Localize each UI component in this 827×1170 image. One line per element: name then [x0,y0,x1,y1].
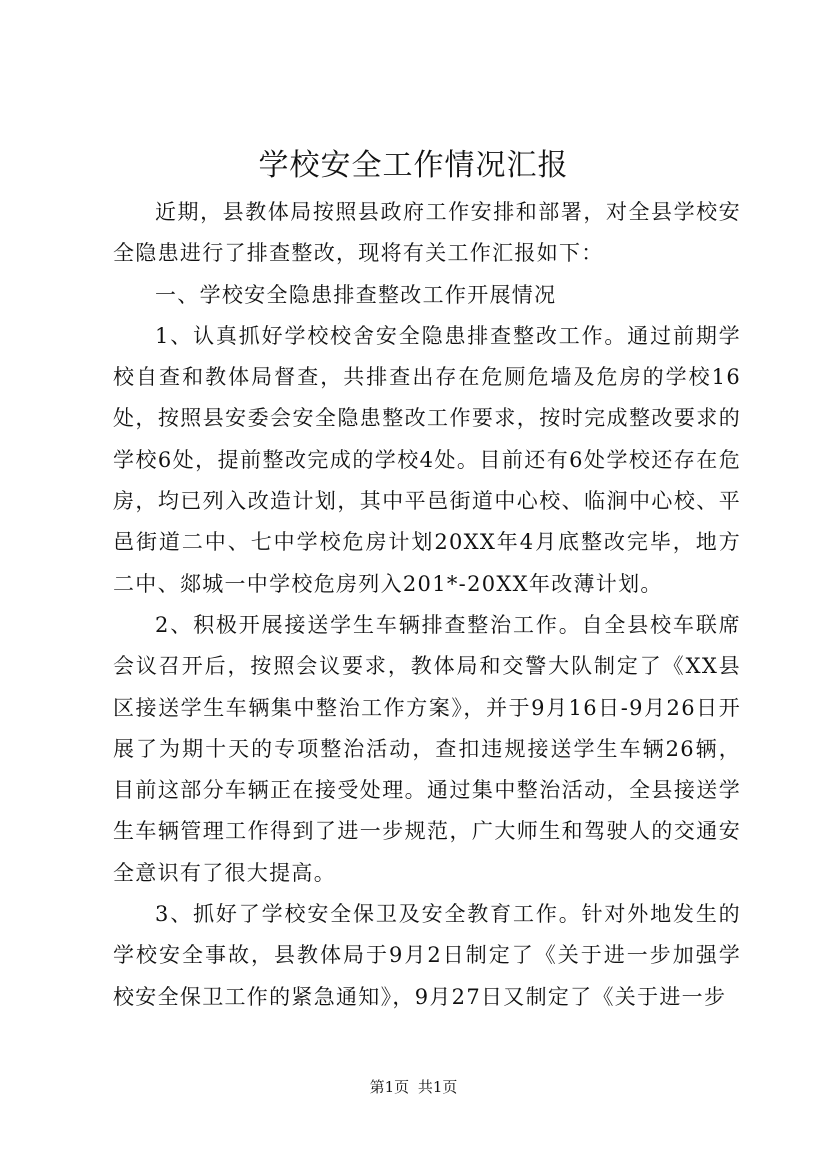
paragraph-item-3: 3、抓好了学校安全保卫及安全教育工作。针对外地发生的学校安全事故，县教体局于9月2日制定了《关于进一步加强学校安全保卫工作的紧急通知》，9月27日又制定了《关于进一步 [113,902,741,1009]
document-title: 学校安全工作情况汇报 [258,148,569,183]
page-total: 共1页 [417,1078,458,1096]
page-footer [0,1077,827,1097]
paragraph-item-2: 2、积极开展接送学生车辆排查整治工作。自全县校车联席会议召开后，按照会议要求，教体局和交警大队制定了《XX县区接送学生车辆集中整治工作方案》，并于9月16日-9月26日开展了为期十天的专项整治活动，查扣违规接送学生车辆26辆，目前这部分车辆正在接受处理。通过集中整治活动，全县接送学生车辆管理工作得到了进一步规范，广大师生和驾驶人的交通安全意识有了很大提高。 [113,612,741,885]
page-number: 第1页 [369,1078,410,1096]
paragraph-intro: 近期，县教体局按照县政府工作安排和部署，对全县学校安全隐患进行了排查整改，现将有关工作汇报如下： [113,200,741,266]
section-heading-1: 一、学校安全隐患排查整改工作开展情况 [155,282,557,307]
paragraph-item-1: 1、认真抓好学校校舍安全隐患排查整改工作。通过前期学校自查和教体局督查，共排查出存在危厕危墙及危房的学校16处，按照县安委会安全隐患整改工作要求，按时完成整改要求的学校6处，提前整改完成的学校4处。目前还有6处学校还存在危房，均已列入改造计划，其中平邑街道中心校、临涧中心校、平邑街道二中、七中学校危房计划20XX年4月底整改完毕，地方二中、郯城一中学校危房列入201*-20XX年改薄计划。 [113,323,741,596]
document-body [113,192,741,1018]
